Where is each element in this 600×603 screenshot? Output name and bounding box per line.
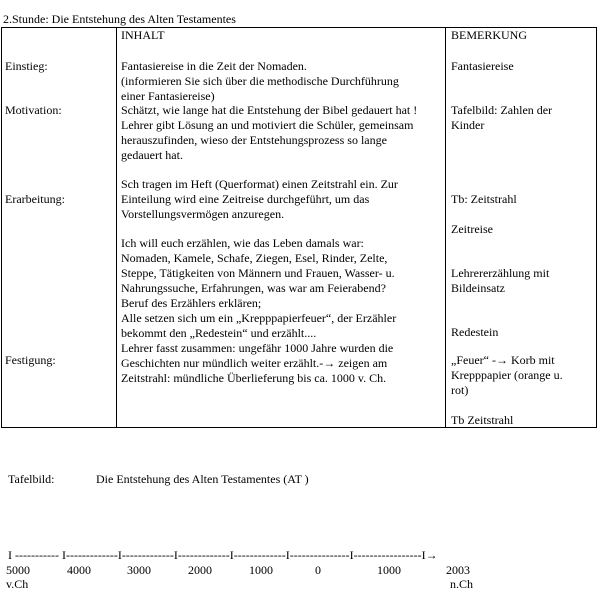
note-lehrererzaehlung: Lehrererzählung mit Bildeinsatz	[451, 266, 550, 295]
note-fantasiereise: Fantasiereise	[451, 59, 514, 73]
timeline-tick: 1000	[377, 563, 401, 577]
timeline-tick: 2003	[446, 563, 470, 577]
timeline-tick: 2000	[188, 563, 212, 577]
page-title: 2.Stunde: Die Entstehung des Alten Testamentes	[3, 12, 236, 26]
content-erarbeitung: Sch tragen im Heft (Querformat) einen Zeitstrahl ein. Zur Einteilung wird eine Zeitreise durchgeführt, um das Vorstellungsvermögen anzuregen.	[121, 177, 398, 221]
note-feuer: „Feuer“ -→ Korb mit Krepppapier (orange u. rot)	[451, 353, 563, 397]
content-erzaehlung: Ich will euch erzählen, wie das Leben damals war: Nomaden, Kamele, Schafe, Ziegen, Esel, Rinder, Zelte, Steppe, Tätigkeiten von Männern und Frauen, Wasser- u. Nahrungssuche, Erfahrungen, was war am Feierabend? Beruf des Erzählers erklären; Alle setzen sich um ein „Krepppapierfeuer“, der Erzähler bekommt den „Redestein“ und erzählt.... Lehrer fasst zusammen: ungefähr 1000 Jahre wurden die Geschichten nur mündlich weiter erzählt.-→ zeigen am Zeitstrahl: mündliche Überlieferung bis ca. 1000 v. Ch.	[121, 236, 397, 385]
note-zeitreise: Zeitreise	[451, 222, 493, 236]
timeline-tick: 1000	[249, 563, 273, 577]
phase-erarbeitung: Erarbeitung:	[5, 192, 65, 206]
lesson-plan-table	[1, 27, 597, 428]
timeline-tick: 5000	[6, 563, 30, 577]
phase-festigung: Festigung:	[5, 353, 56, 367]
note-redestein: Redestein	[451, 325, 499, 339]
timeline-start-unit: v.Ch	[6, 577, 29, 591]
timeline-tick: 3000	[127, 563, 151, 577]
phase-motivation: Motivation:	[5, 103, 62, 117]
column-divider	[116, 28, 117, 427]
note-tb-zeitstrahl-2: Tb Zeitstrahl	[451, 413, 514, 427]
phase-einstieg: Einstieg:	[5, 59, 48, 73]
content-einstieg: Fantasiereise in die Zeit der Nomaden. (informieren Sie sich über die methodische Durchführung einer Fantasiereise)	[121, 59, 399, 103]
column-divider	[445, 28, 446, 427]
tafelbild-label: Tafelbild:	[8, 472, 55, 486]
timeline-tick: 0	[315, 563, 321, 577]
tafelbild-title: Die Entstehung des Alten Testamentes (AT )	[96, 472, 309, 486]
header-bemerkung: BEMERKUNG	[451, 28, 528, 42]
header-inhalt: INHALT	[121, 28, 165, 42]
content-motivation: Schätzt, wie lange hat die Entstehung der Bibel gedauert hat ! Lehrer gibt Lösung an und motiviert die Schüler, gemeinsam herauszufinden, wieso der Entstehungsprozess so lange gedauert hat.	[121, 103, 418, 162]
timeline-tick: 4000	[67, 563, 91, 577]
timeline-end-unit: n.Ch	[450, 577, 474, 591]
timeline-axis: I ----------- I-------------I-------------I-------------I-------------I---------------I-----------------I→	[8, 548, 438, 562]
note-tafelbild: Tafelbild: Zahlen der Kinder	[451, 103, 553, 132]
note-tb-zeitstrahl: Tb: Zeitstrahl	[451, 192, 517, 206]
